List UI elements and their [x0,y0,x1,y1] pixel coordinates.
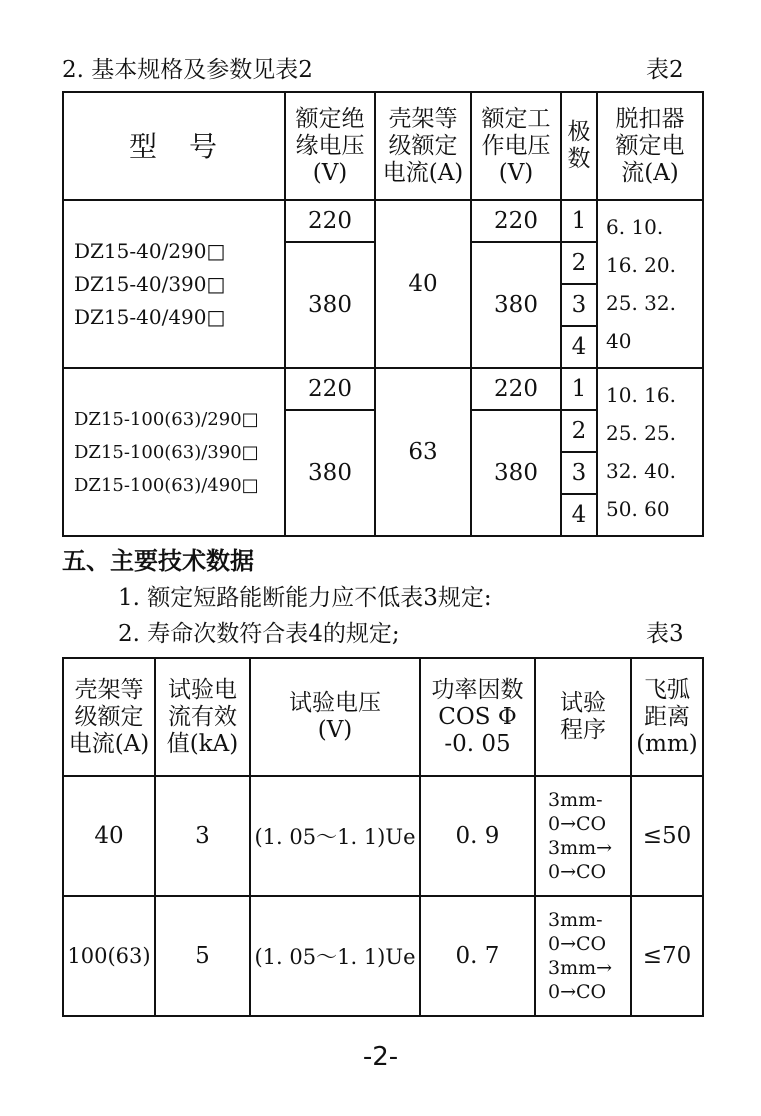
table-row [63,200,703,242]
test-voltage-cell: (1. 05～1. 1)Ue [250,776,420,896]
working-voltage-cell: 220 [471,200,561,242]
poles-cell: 1 [561,200,597,242]
header-working-voltage: 额定工 作电压 (V) [471,92,561,200]
working-voltage-cell: 380 [471,242,561,368]
insulation-voltage-cell: 380 [285,410,375,536]
table3-label: 表3 [646,621,684,647]
table3-header-row [63,658,703,776]
poles-cell: 4 [561,494,597,536]
release-current-list [597,200,703,368]
item-1: 1. 额定短路能断能力应不低表3规定: [118,585,492,611]
header-power-factor: 功率因数 COS Φ -0. 05 [420,658,535,776]
section-title: 五、主要技术数据 [62,547,254,575]
release-current-value: 6. 10. [606,215,664,239]
header-frame-current: 壳架等 级额定 电流(A) [375,92,471,200]
insulation-voltage-cell: 220 [285,368,375,410]
table-row [63,368,703,410]
arc-distance-cell: ≤50 [631,776,703,896]
header-test-current: 试验电 流有效 值(kA) [155,658,250,776]
header-release-current: 脱扣器 额定电 流(A) [597,92,703,200]
release-current-value: 25. 32. [606,291,676,315]
release-current-list [597,368,703,536]
table-row [63,776,703,896]
poles-cell: 2 [561,410,597,452]
release-current-value: 25. 25. [606,421,676,445]
frame-current-cell: 100(63) [63,896,155,1016]
insulation-voltage-cell: 220 [285,200,375,242]
header-poles: 极 数 [561,92,597,200]
release-current-value: 32. 40. [606,459,676,483]
test-current-cell: 5 [155,896,250,1016]
release-current-value: 40 [606,329,632,353]
release-current-value: 16. 20. [606,253,676,277]
power-factor-cell: 0. 7 [420,896,535,1016]
frame-current-cell: 40 [375,200,471,368]
header-model: 型 号 [63,92,285,200]
table2-intro: 2. 基本规格及参数见表2 [62,57,313,83]
header-arc-distance: 飞弧 距离 (mm) [631,658,703,776]
table2 [62,91,704,537]
poles-cell: 3 [561,284,597,326]
table2-header-row [63,92,703,200]
working-voltage-cell: 380 [471,410,561,536]
frame-current-cell: 40 [63,776,155,896]
table2-label: 表2 [646,57,684,83]
header-insulation-voltage: 额定绝 缘电压 (V) [285,92,375,200]
frame-current-cell: 63 [375,368,471,536]
poles-cell: 1 [561,368,597,410]
header-test-voltage: 试验电压 (V) [250,658,420,776]
poles-cell: 2 [561,242,597,284]
header-frame-current: 壳架等 级额定 电流(A) [63,658,155,776]
test-voltage-cell: (1. 05～1. 1)Ue [250,896,420,1016]
model-list: DZ15-100(63)/290□ DZ15-100(63)/390□ DZ15-100(63)/490□ [63,368,285,536]
table3 [62,657,704,1017]
release-current-value: 50. 60 [606,497,670,521]
page-number: -2- [362,1042,399,1072]
table-row [63,896,703,1016]
poles-cell: 3 [561,452,597,494]
insulation-voltage-cell: 380 [285,242,375,368]
arc-distance-cell: ≤70 [631,896,703,1016]
item-2: 2. 寿命次数符合表4的规定; [118,621,400,647]
working-voltage-cell: 220 [471,368,561,410]
header-test-program: 试验 程序 [535,658,631,776]
release-current-value: 10. 16. [606,383,676,407]
power-factor-cell: 0. 9 [420,776,535,896]
test-program-cell: 3mm- 0→CO 3mm→ 0→CO [535,896,631,1016]
test-program-cell: 3mm- 0→CO 3mm→ 0→CO [535,776,631,896]
test-current-cell: 3 [155,776,250,896]
poles-cell: 4 [561,326,597,368]
model-list: DZ15-40/290□ DZ15-40/390□ DZ15-40/490□ [63,200,285,368]
